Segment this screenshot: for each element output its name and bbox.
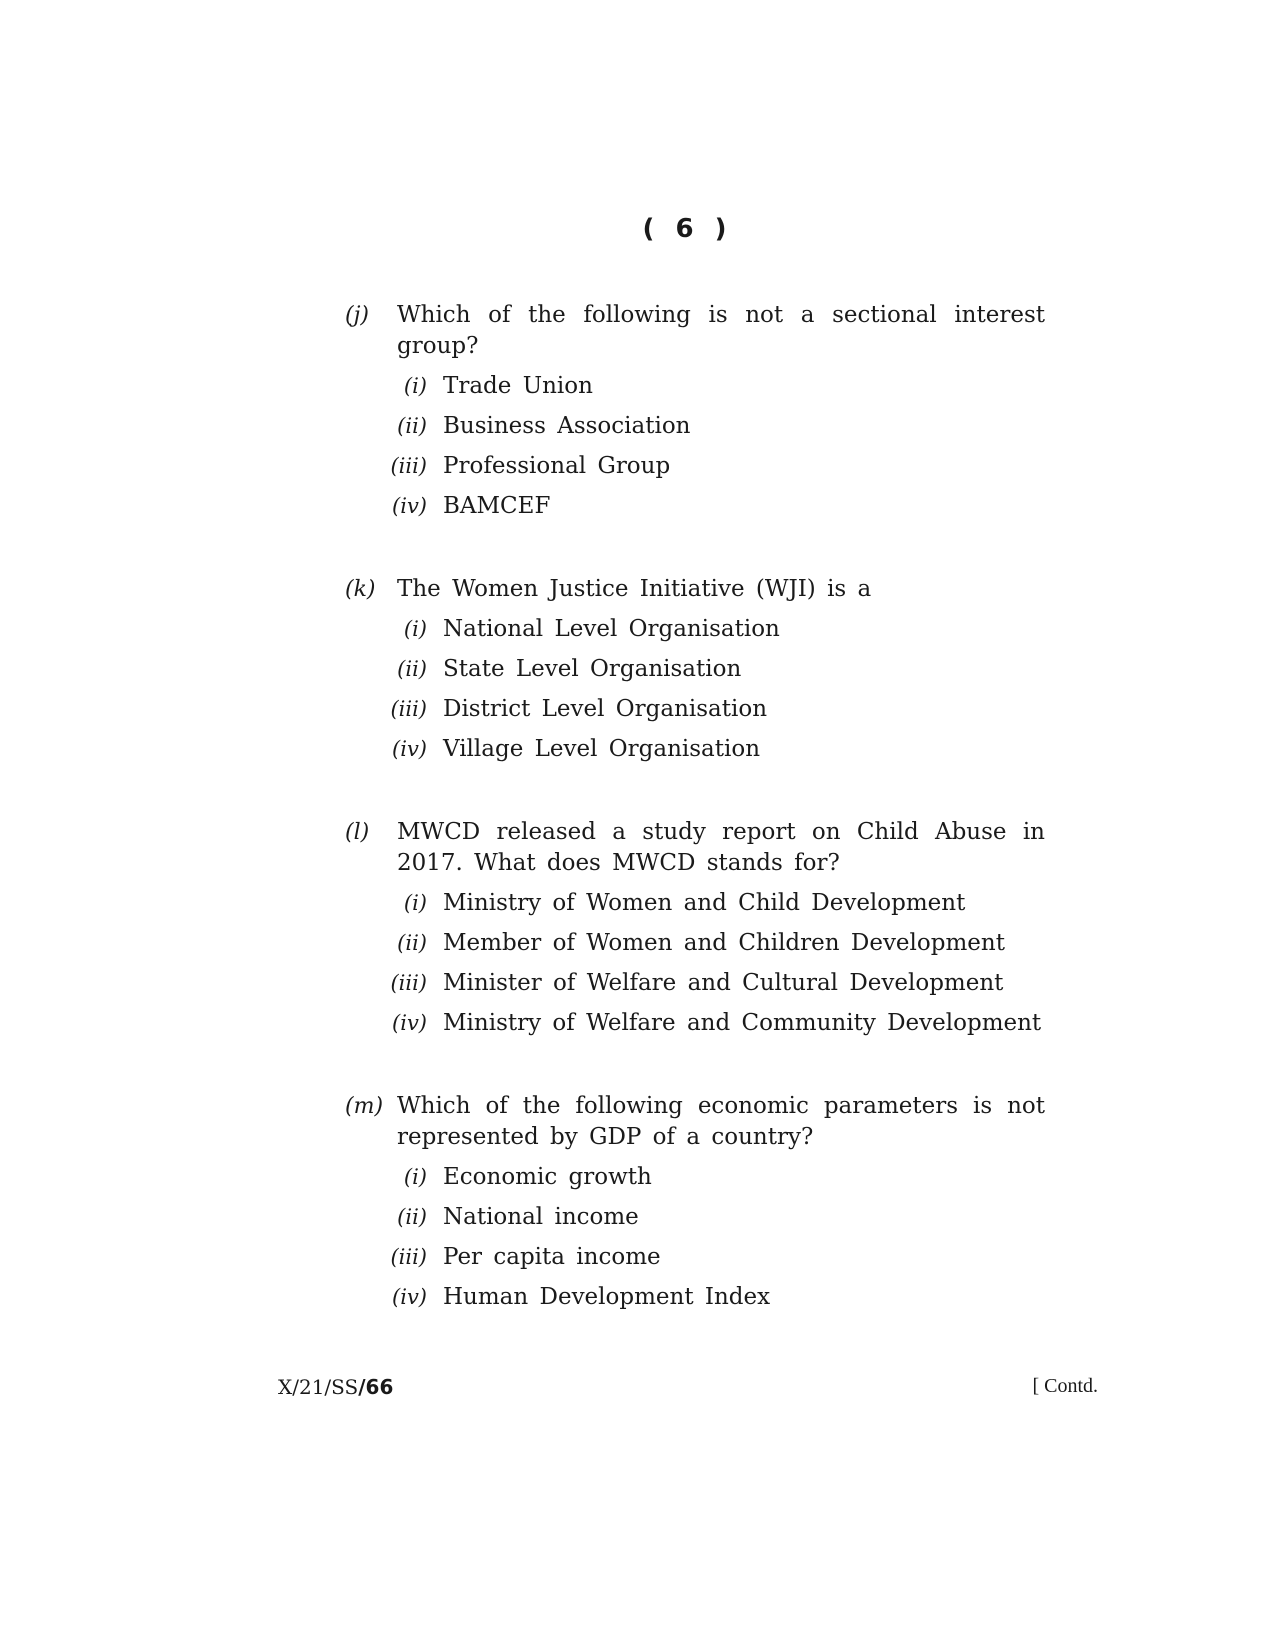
- option-list: [345, 888, 1045, 1039]
- continued-note: [ Contd.: [1032, 1375, 1098, 1397]
- option-item: [345, 491, 1045, 522]
- option-label: (iii): [390, 454, 427, 478]
- option-item: [345, 968, 1045, 999]
- question-text: The Women Justice Initiative (WJI) is a: [397, 576, 872, 602]
- option-label: (iii): [390, 697, 427, 721]
- option-item: [345, 451, 1045, 482]
- question-text: MWCD released a study report on Child Abuse in 2017. What does MWCD stands for?: [397, 819, 1045, 876]
- option-text: Minister of Welfare and Cultural Development: [443, 970, 1004, 996]
- option-item: [345, 694, 1045, 725]
- question-list: [345, 300, 1045, 1365]
- option-text: Business Association: [443, 413, 691, 439]
- option-item: [345, 411, 1045, 442]
- paper-code-prefix: X/21/SS: [278, 1375, 359, 1399]
- option-item: [345, 928, 1045, 959]
- option-item: [345, 614, 1045, 645]
- option-label: (iv): [392, 494, 427, 518]
- option-list: [345, 1162, 1045, 1313]
- option-label: (iv): [392, 737, 427, 761]
- paper-code: [278, 1375, 393, 1399]
- question-text: Which of the following economic parameters is not represented by GDP of a country?: [397, 1093, 1045, 1150]
- option-label: (ii): [397, 657, 427, 681]
- option-text: Economic growth: [443, 1164, 652, 1190]
- option-label: (i): [403, 1165, 427, 1189]
- option-label: (i): [403, 617, 427, 641]
- option-item: [345, 1282, 1045, 1313]
- question-k: [345, 574, 1045, 765]
- option-label: (iv): [392, 1285, 427, 1309]
- option-text: State Level Organisation: [443, 656, 742, 682]
- question-j: [345, 300, 1045, 522]
- option-label: (ii): [397, 414, 427, 438]
- question-label: (j): [345, 303, 369, 328]
- option-item: [345, 734, 1045, 765]
- option-text: Member of Women and Children Development: [443, 930, 1005, 956]
- option-text: Ministry of Welfare and Community Development: [443, 1010, 1042, 1036]
- option-text: Human Development Index: [443, 1284, 771, 1310]
- question-label: (m): [345, 1094, 384, 1119]
- option-label: (iii): [390, 971, 427, 995]
- option-list: [345, 371, 1045, 522]
- page-footer: [278, 1375, 1098, 1405]
- option-item: [345, 888, 1045, 919]
- option-label: (iv): [392, 1011, 427, 1035]
- question-m: [345, 1091, 1045, 1313]
- paper-code-suffix: /66: [358, 1375, 394, 1399]
- option-text: Trade Union: [443, 373, 593, 399]
- option-label: (ii): [397, 931, 427, 955]
- option-text: Ministry of Women and Child Development: [443, 890, 966, 916]
- option-text: National income: [443, 1204, 639, 1230]
- option-item: [345, 1242, 1045, 1273]
- question-text: Which of the following is not a sectional interest group?: [397, 302, 1045, 359]
- option-text: Village Level Organisation: [443, 736, 761, 762]
- option-label: (i): [403, 374, 427, 398]
- option-item: [345, 371, 1045, 402]
- option-text: BAMCEF: [443, 493, 551, 519]
- option-text: National Level Organisation: [443, 616, 780, 642]
- option-text: Per capita income: [443, 1244, 661, 1270]
- option-text: Professional Group: [443, 453, 671, 479]
- page-number: ( 6 ): [642, 214, 733, 244]
- option-item: [345, 1162, 1045, 1193]
- option-label: (i): [403, 891, 427, 915]
- option-list: [345, 614, 1045, 765]
- question-label: (k): [345, 577, 376, 602]
- option-text: District Level Organisation: [443, 696, 768, 722]
- question-l: [345, 817, 1045, 1039]
- option-label: (ii): [397, 1205, 427, 1229]
- question-label: (l): [345, 820, 370, 845]
- option-label: (iii): [390, 1245, 427, 1269]
- option-item: [345, 1202, 1045, 1233]
- option-item: [345, 654, 1045, 685]
- option-item: [345, 1008, 1045, 1039]
